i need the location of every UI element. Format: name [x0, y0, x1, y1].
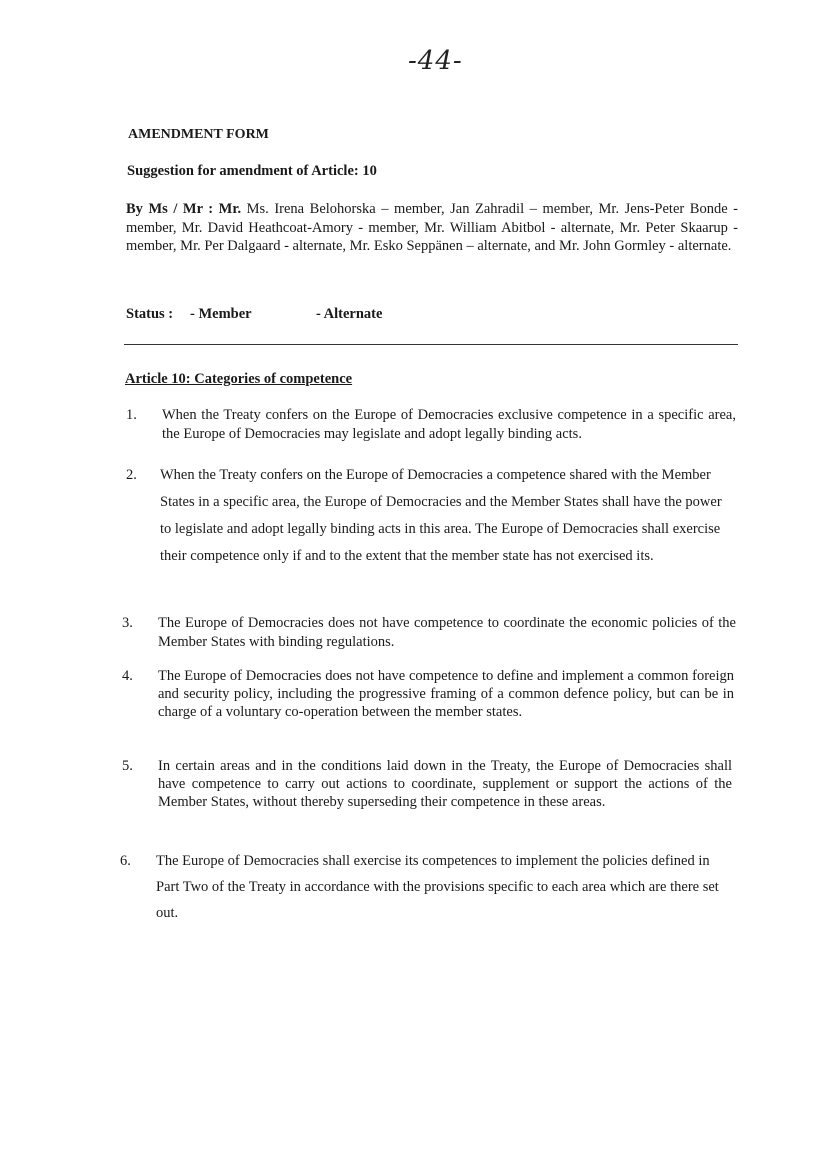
status-member-option: - Member	[190, 306, 252, 322]
page-number: -44-	[408, 46, 463, 76]
item-number: 1.	[126, 407, 137, 423]
item-text: The Europe of Democracies does not have competence to define and implement a common foreign and security policy, including the progressive framing of a common defence policy, but can be in charge of a voluntary co-operation between the member states.	[158, 668, 734, 720]
status-label: Status :	[126, 306, 174, 322]
item-text: The Europe of Democracies shall exercise its competences to implement the policies defined in Part Two of the Treaty in accordance with the provisions specific to each area which are there set out.	[156, 853, 719, 921]
article-title: Article 10: Categories of competence	[125, 371, 353, 387]
status-alternate-option: - Alternate	[316, 306, 383, 322]
item-number: 6.	[120, 853, 131, 869]
item-number: 2.	[126, 467, 137, 483]
item-number: 5.	[122, 758, 133, 774]
suggestion-heading: Suggestion for amendment of Article: 10	[127, 163, 377, 179]
divider	[124, 344, 738, 345]
proposers-list: Ms. Irena Belohorska – member, Jan Zahradil – member, Mr. Jens-Peter Bonde - member, Mr. David Heathcoat-Amory - member, Mr. William Abitbol - alternate, Mr. Peter Skaarup - member, Mr. Per Dalgaard - alternate, Mr. Esko Seppänen – alternate, and Mr. John Gormley - alternate.	[126, 201, 738, 254]
item-text: When the Treaty confers on the Europe of Democracies exclusive competence in a specific area, the Europe of Democracies may legislate and adopt legally binding acts.	[162, 407, 736, 442]
proposers-label: By Ms / Mr : Mr.	[126, 201, 242, 217]
item-text: The Europe of Democracies does not have competence to coordinate the economic policies of the Member States with binding regulations.	[158, 615, 736, 650]
form-title: AMENDMENT FORM	[128, 127, 269, 142]
proposers-paragraph	[126, 200, 738, 256]
item-number: 3.	[122, 615, 133, 631]
item-text: When the Treaty confers on the Europe of Democracies a competence shared with the Member States in a specific area, the Europe of Democracies and the Member States shall have the power to legislate and adopt legally binding acts in this area. The Europe of Democracies shall exercise their competence only if and to the extent that the member state has not exercised its.	[160, 467, 722, 564]
item-number: 4.	[122, 668, 133, 684]
item-text: In certain areas and in the conditions laid down in the Treaty, the Europe of Democracies shall have competence to carry out actions to coordinate, supplement or support the actions of the Member States, without thereby superseding their competence in these areas.	[158, 758, 732, 810]
